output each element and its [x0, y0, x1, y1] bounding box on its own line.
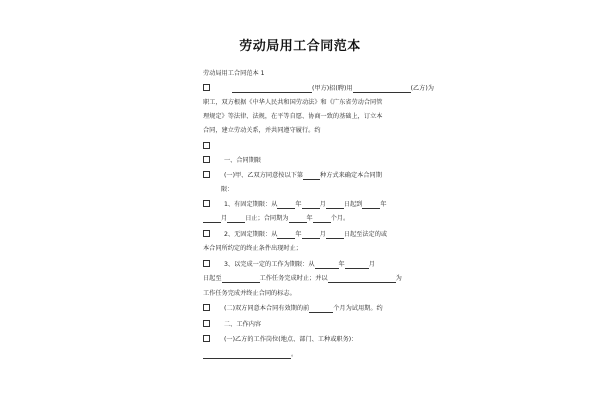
clause-line — [203, 351, 297, 359]
text: 日起到 — [343, 201, 363, 208]
blank — [227, 216, 245, 223]
text: (一)乙方的工作岗位(地点、部门、工种或职务)： — [223, 336, 358, 343]
item-line — [203, 201, 387, 209]
blank — [222, 276, 260, 283]
page-title: 劳动局用工合同范本 — [239, 39, 361, 54]
text: 二、工作内容 — [223, 321, 262, 328]
clause-line — [203, 336, 357, 344]
clause-line — [203, 305, 383, 313]
text: 3、以完成一定的工作为期限：从 — [223, 261, 315, 268]
subtitle: 劳动局用工合同范本 1 — [203, 70, 265, 77]
blank — [303, 173, 320, 180]
text: 月 — [319, 201, 326, 208]
text: (二)双方同意本合同有效期的前 — [223, 305, 310, 312]
text: 种方式来确定本合同期 — [320, 172, 382, 179]
blank — [302, 202, 320, 209]
party-line — [203, 85, 434, 93]
text: 。 — [291, 351, 298, 358]
text: 2、无固定期限：从 — [223, 231, 278, 238]
checkbox — [203, 171, 210, 178]
item-line: 本合同所约定的终止条件出现时止； — [203, 245, 302, 252]
item-line — [203, 261, 375, 269]
checkbox — [203, 304, 210, 311]
blank — [313, 216, 331, 223]
checkbox — [203, 320, 210, 327]
text: 日止；合同期为 — [245, 215, 289, 222]
blank — [232, 86, 312, 93]
text: (乙方)为 — [410, 85, 434, 92]
blank — [353, 86, 411, 93]
para-line: 理规定》等法律、法规，在平等自愿、协商一致的基础上，订立本 — [203, 113, 383, 120]
text: 年 — [295, 201, 302, 208]
para-line: 职工，双方根据《中华人民共和国劳动法》和《广东省劳动合同管 — [203, 99, 383, 106]
text: 月 — [319, 231, 326, 238]
checkbox — [203, 260, 210, 267]
text: 年 — [295, 231, 302, 238]
checkbox — [203, 156, 210, 163]
checkbox — [203, 200, 210, 207]
text: 工作任务完成时止；并以 — [259, 275, 328, 282]
blank — [203, 216, 221, 223]
clause-line — [203, 172, 382, 180]
blank — [362, 202, 380, 209]
text: 月 — [368, 261, 375, 268]
text: (甲方)招(聘)用 — [311, 85, 353, 92]
checkbox — [203, 84, 210, 91]
blank — [345, 262, 369, 269]
blank — [309, 306, 333, 313]
text: (一)甲、乙双方同意按以下第 — [223, 172, 304, 179]
section-heading — [203, 157, 261, 165]
blank — [203, 352, 291, 359]
blank — [326, 202, 344, 209]
text: 1、有固定期限：从 — [223, 201, 278, 208]
checkbox — [203, 335, 210, 342]
text: 年 — [338, 261, 345, 268]
clause-line: 限： — [221, 186, 234, 193]
item-line — [203, 215, 349, 223]
checkbox — [203, 142, 210, 149]
text: 个月。 — [330, 215, 350, 222]
text: 月 — [221, 215, 228, 222]
blank — [315, 262, 339, 269]
blank — [277, 232, 295, 239]
empty-line — [203, 143, 210, 151]
blank — [289, 216, 307, 223]
checkbox — [203, 230, 210, 237]
blank — [328, 276, 396, 283]
section-heading — [203, 321, 261, 329]
para-line: 合同，建立劳动关系，并共同遵守履行。约 — [203, 127, 321, 134]
text: 一、合同期限 — [223, 157, 262, 164]
text: 年 — [306, 215, 313, 222]
blank — [326, 232, 344, 239]
text: 日起至法定的或 — [343, 231, 388, 238]
text: 为 — [395, 275, 402, 282]
text: 个月为试用期。约 — [333, 305, 383, 312]
item-line: 工作任务完成并终止合同的标志。 — [203, 290, 296, 297]
blank — [277, 202, 295, 209]
item-line — [203, 275, 402, 283]
item-line — [203, 231, 387, 239]
text: 年 — [380, 201, 387, 208]
text: 日起至 — [203, 275, 222, 282]
blank — [302, 232, 320, 239]
